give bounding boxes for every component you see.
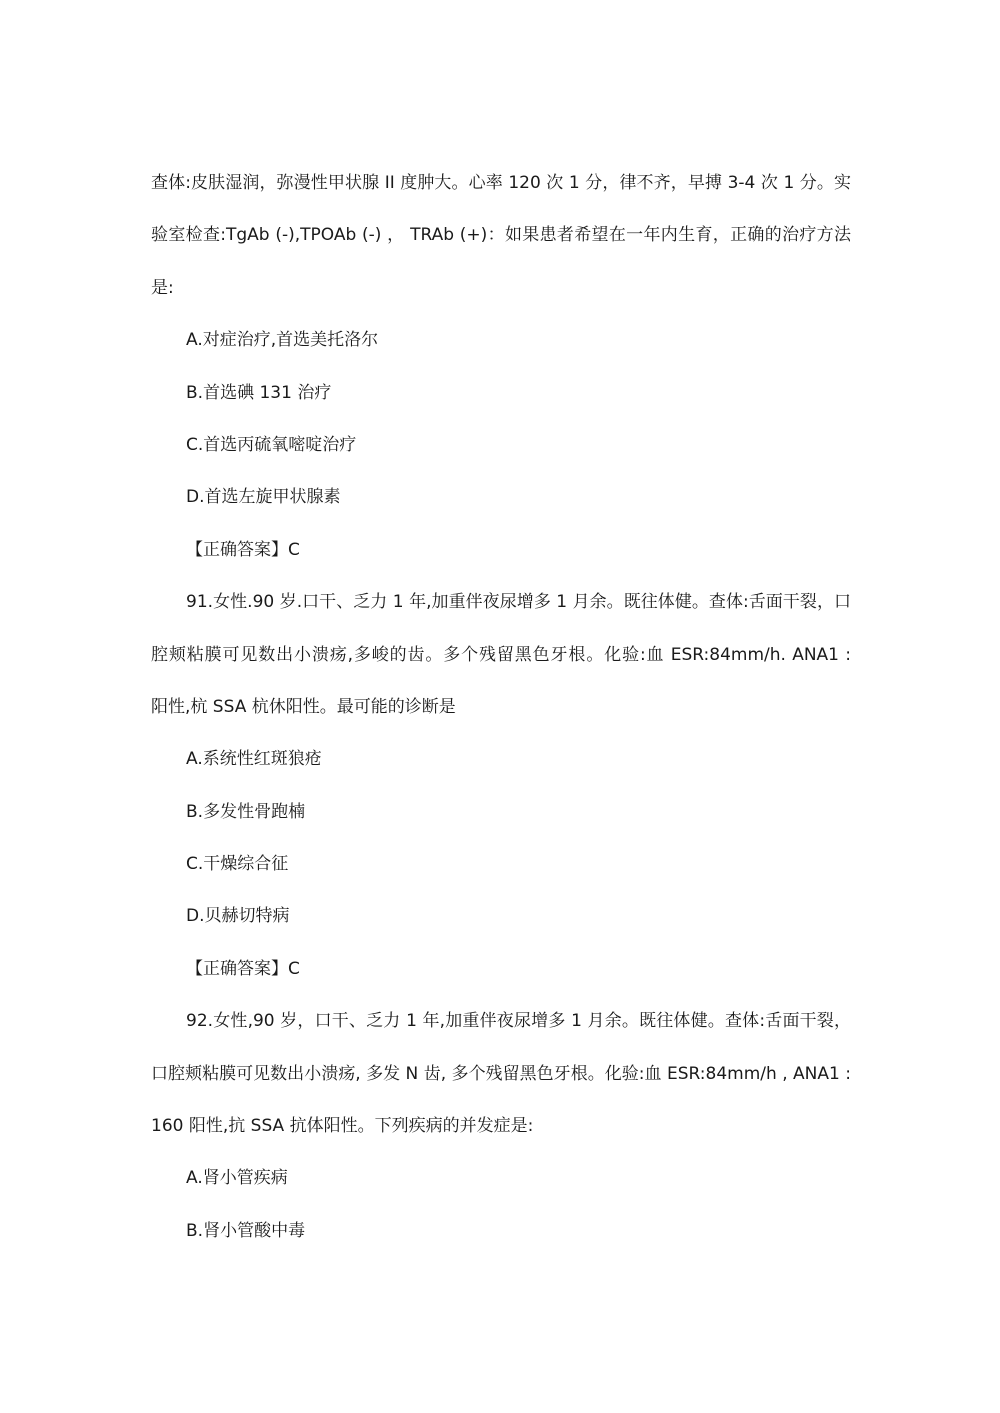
q90-option-c: C.首选丙硫氧嘧啶治疗 (186, 434, 357, 455)
page-content (151, 157, 851, 1257)
q90-answer: 【正确答案】C (186, 539, 300, 560)
q92-stem-line-1: 92.女性,90 岁，口干、乏力 1 年,加重伴夜尿增多 1 月余。既往体健。查体:舌面干裂， (186, 1011, 851, 1032)
q90-stem-line-2: 验室检查:TgAb (-),TPOAb (-) ， TRAb (+)：如果患者希望在一年内生育，正确的治疗方法 (151, 225, 851, 246)
q91-stem-line-1: 91.女性.90 岁.口干、乏力 1 年,加重伴夜尿增多 1 月余。既往体健。查体:舌面干裂，口 (186, 592, 851, 613)
q92-stem-line-3: 160 阳性,抗 SSA 抗体阳性。下列疾病的并发症是: (151, 1116, 534, 1137)
q91-option-a: A.系统性红斑狼疮 (186, 749, 322, 770)
q90-stem-line-1: 查体:皮肤湿润，弥漫性甲状腺 II 度肿大。心率 120 次 1 分，律不齐，早搏 3-4 次 1 分。实 (151, 173, 851, 193)
q92-option-b: B.肾小管酸中毒 (186, 1220, 306, 1241)
q90-option-d: D.首选左旋甲状腺素 (186, 487, 341, 508)
q92-stem-line-2: 口腔颊粘膜可见数出小溃疡, 多发 N 齿, 多个残留黑色牙根。化验:血 ESR:84mm/h , ANA1 : (151, 1063, 851, 1084)
q90-option-b: B.首选碘 131 治疗 (186, 382, 332, 403)
q91-option-b: B.多发性骨跑楠 (186, 801, 306, 822)
q90-option-a: A.对症治疗,首选美托洛尔 (186, 330, 379, 351)
q91-option-c: C.干燥综合征 (186, 854, 289, 875)
q92-option-a: A.肾小管疾病 (186, 1168, 288, 1189)
q91-stem-line-2: 腔颊粘膜可见数出小溃疡,多峻的齿。多个残留黑色牙根。化验:血 ESR:84mm/h. ANA1 : (151, 644, 851, 665)
q90-stem-line-3: 是: (151, 277, 174, 298)
q91-option-d: D.贝赫切特病 (186, 906, 290, 927)
q91-stem-line-3: 阳性,杭 SSA 杭休阳性。最可能的诊断是 (151, 696, 456, 717)
q91-answer: 【正确答案】C (186, 958, 300, 979)
